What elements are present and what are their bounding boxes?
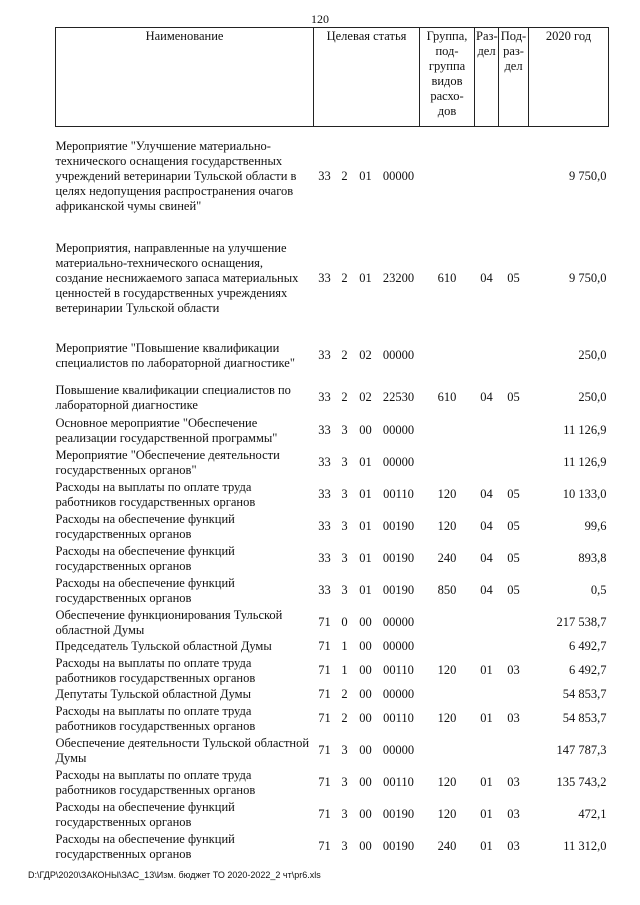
table-row xyxy=(56,735,609,767)
cell-section: 04 xyxy=(480,390,493,404)
table-row xyxy=(56,655,609,687)
cell-c4: 00000 xyxy=(382,423,415,437)
cell-c4: 00000 xyxy=(382,743,415,757)
table-row xyxy=(56,575,609,607)
cell-c1: 71 xyxy=(318,687,331,701)
cell-group: 120 xyxy=(437,711,457,725)
cell-subsection: 05 xyxy=(507,519,520,533)
cell-section: 04 xyxy=(480,519,493,533)
header-subsection: Под- раз- дел xyxy=(499,28,529,127)
cell-c3: 00 xyxy=(359,423,372,437)
table-row xyxy=(56,415,609,447)
cell-c1: 71 xyxy=(318,743,331,757)
cell-amount: 9 750,0 xyxy=(569,271,607,285)
cell-group xyxy=(420,331,475,381)
table-row xyxy=(56,703,609,735)
cell-section xyxy=(475,415,499,447)
header-group: Группа, под- группа видов расхо- дов xyxy=(420,28,475,127)
cell-section xyxy=(475,127,499,227)
cell-c1: 71 xyxy=(318,839,331,853)
cell-c4: 00110 xyxy=(383,711,414,725)
cell-amount: 9 750,0 xyxy=(569,169,607,184)
cell-amount: 99,6 xyxy=(584,519,607,533)
cell-group xyxy=(420,447,475,479)
cell-c2: 1 xyxy=(341,663,348,677)
cell-c3: 01 xyxy=(359,271,372,285)
cell-group xyxy=(420,127,475,227)
table-row xyxy=(56,381,609,415)
cell-c4: 00190 xyxy=(382,839,415,853)
cell-subsection: 05 xyxy=(507,583,520,597)
cell-c4: 00190 xyxy=(382,807,415,821)
cell-name: Расходы на обеспечение функций государственных органов xyxy=(55,543,235,573)
cell-amount: 217 538,7 xyxy=(556,615,607,629)
cell-group: 610 xyxy=(437,271,457,285)
cell-subsection: 03 xyxy=(507,775,520,789)
cell-name: Мероприятие "Повышение квалификации специалистов по лабораторной диагностике" xyxy=(55,340,295,370)
cell-c4: 00190 xyxy=(382,551,415,565)
cell-c2: 3 xyxy=(341,743,348,757)
table-row xyxy=(56,639,609,655)
cell-c3: 00 xyxy=(359,807,372,821)
cell-amount: 250,0 xyxy=(578,348,607,362)
cell-name: Обеспечение функционирования Тульской областной Думы xyxy=(55,607,283,637)
cell-amount: 10 133,0 xyxy=(562,487,607,501)
cell-amount: 6 492,7 xyxy=(569,639,607,653)
cell-amount: 11 126,9 xyxy=(563,423,607,437)
cell-group: 120 xyxy=(437,487,457,501)
cell-name: Расходы на обеспечение функций государственных органов xyxy=(55,799,235,829)
cell-c2: 3 xyxy=(341,775,348,789)
cell-section: 01 xyxy=(480,775,493,789)
cell-amount: 250,0 xyxy=(578,390,607,404)
cell-amount: 11 126,9 xyxy=(563,455,607,469)
cell-amount: 54 853,7 xyxy=(562,687,607,701)
cell-name: Обеспечение деятельности Тульской областной Думы xyxy=(55,735,310,765)
cell-amount: 893,8 xyxy=(578,551,607,565)
cell-group: 240 xyxy=(437,551,457,565)
cell-c3: 00 xyxy=(359,639,372,653)
cell-c2: 3 xyxy=(341,487,348,501)
cell-c4: 00000 xyxy=(382,687,415,701)
cell-section xyxy=(475,607,499,639)
cell-name: Расходы на выплаты по оплате труда работников государственных органов xyxy=(55,655,256,685)
cell-c2: 3 xyxy=(341,583,348,597)
cell-section xyxy=(475,447,499,479)
table-row xyxy=(56,831,609,863)
table-row xyxy=(56,227,609,331)
cell-c3: 01 xyxy=(359,169,372,184)
table-row xyxy=(56,127,609,227)
cell-section xyxy=(475,331,499,381)
cell-c2: 2 xyxy=(341,348,348,362)
cell-c1: 33 xyxy=(318,487,331,501)
cell-group: 120 xyxy=(437,775,457,789)
file-path-footer: D:\ГДР\2020\ЗАКОНЫ\ЗАС_13\Изм. бюджет ТО 2020-2022_2 чт\pr6.xls xyxy=(28,870,321,880)
cell-c3: 01 xyxy=(359,487,372,501)
cell-group: 120 xyxy=(437,807,457,821)
cell-c4: 00110 xyxy=(383,775,414,789)
cell-c2: 3 xyxy=(341,423,348,437)
cell-c3: 00 xyxy=(359,711,372,725)
cell-c3: 01 xyxy=(359,583,372,597)
cell-group xyxy=(420,687,475,703)
cell-c1: 71 xyxy=(318,639,331,653)
cell-name: Расходы на обеспечение функций государственных органов xyxy=(55,831,235,861)
cell-group: 240 xyxy=(437,839,457,853)
cell-c4: 00000 xyxy=(382,615,415,629)
cell-c2: 2 xyxy=(341,271,348,285)
table-row xyxy=(56,687,609,703)
cell-c1: 71 xyxy=(318,775,331,789)
cell-subsection xyxy=(499,331,529,381)
cell-c3: 02 xyxy=(359,348,372,362)
cell-subsection xyxy=(499,127,529,227)
table-row xyxy=(56,479,609,511)
header-row xyxy=(56,28,609,127)
cell-subsection: 05 xyxy=(507,551,520,565)
cell-c1: 33 xyxy=(318,169,331,184)
cell-group: 120 xyxy=(437,663,457,677)
cell-c2: 2 xyxy=(341,169,348,184)
table-row xyxy=(56,447,609,479)
cell-section: 01 xyxy=(480,711,493,725)
cell-c4: 00190 xyxy=(382,583,415,597)
cell-c4: 00110 xyxy=(383,487,414,501)
cell-c2: 3 xyxy=(341,519,348,533)
cell-section: 01 xyxy=(480,839,493,853)
cell-name: Мероприятия, направленные на улучшение материально-технического оснащения, создание неснижаемого запаса материальных ценностей в государственных учреждениях ветеринарии Тульской области xyxy=(55,241,299,315)
cell-c1: 33 xyxy=(318,423,331,437)
cell-c1: 33 xyxy=(318,348,331,362)
cell-c2: 3 xyxy=(341,839,348,853)
cell-group xyxy=(420,639,475,655)
header-name: Наименование xyxy=(56,28,314,127)
cell-c2: 3 xyxy=(341,807,348,821)
cell-section: 04 xyxy=(480,487,493,501)
cell-c1: 33 xyxy=(318,519,331,533)
cell-name: Мероприятие "Обеспечение деятельности государственных органов" xyxy=(55,447,280,477)
header-section: Раз- дел xyxy=(475,28,499,127)
cell-c3: 01 xyxy=(359,519,372,533)
budget-table xyxy=(55,27,609,863)
cell-group: 850 xyxy=(437,583,457,597)
cell-subsection xyxy=(499,415,529,447)
cell-c3: 00 xyxy=(359,839,372,853)
cell-c2: 2 xyxy=(341,390,348,404)
cell-c1: 33 xyxy=(318,390,331,404)
cell-section: 01 xyxy=(480,807,493,821)
cell-c1: 71 xyxy=(318,663,331,677)
cell-c2: 2 xyxy=(341,711,348,725)
cell-c1: 71 xyxy=(318,807,331,821)
cell-c2: 3 xyxy=(341,455,348,469)
cell-c4: 00000 xyxy=(382,169,415,184)
cell-amount: 54 853,7 xyxy=(562,711,607,725)
cell-c2: 3 xyxy=(341,551,348,565)
cell-name: Расходы на выплаты по оплате труда работников государственных органов xyxy=(55,767,256,797)
cell-name: Повышение квалификации специалистов по лабораторной диагностике xyxy=(55,382,291,412)
cell-name: Депутаты Тульской областной Думы xyxy=(55,687,251,701)
cell-c1: 33 xyxy=(318,583,331,597)
cell-name: Основное мероприятие "Обеспечение реализации государственной программы" xyxy=(55,415,278,445)
header-year: 2020 год xyxy=(529,28,609,127)
cell-group xyxy=(420,735,475,767)
cell-amount: 135 743,2 xyxy=(556,775,607,789)
cell-c1: 33 xyxy=(318,551,331,565)
cell-c1: 33 xyxy=(318,455,331,469)
cell-c3: 00 xyxy=(359,663,372,677)
cell-subsection xyxy=(499,687,529,703)
cell-c2: 1 xyxy=(341,639,348,653)
cell-section: 01 xyxy=(480,663,493,677)
cell-c4: 00000 xyxy=(382,348,415,362)
cell-name: Расходы на выплаты по оплате труда работников государственных органов xyxy=(55,479,256,509)
cell-name: Председатель Тульской областной Думы xyxy=(55,639,272,653)
cell-c3: 01 xyxy=(359,455,372,469)
cell-c2: 2 xyxy=(341,687,348,701)
cell-c1: 71 xyxy=(318,615,331,629)
cell-subsection: 05 xyxy=(507,390,520,404)
cell-section xyxy=(475,735,499,767)
cell-amount: 6 492,7 xyxy=(569,663,607,677)
cell-name: Расходы на выплаты по оплате труда работников государственных органов xyxy=(55,703,256,733)
cell-c3: 00 xyxy=(359,687,372,701)
cell-subsection xyxy=(499,639,529,655)
cell-amount: 0,5 xyxy=(590,583,607,597)
table-row xyxy=(56,607,609,639)
table-row xyxy=(56,543,609,575)
cell-section xyxy=(475,639,499,655)
cell-subsection: 05 xyxy=(507,487,520,501)
cell-subsection: 03 xyxy=(507,711,520,725)
cell-c1: 71 xyxy=(318,711,331,725)
cell-group: 120 xyxy=(437,519,457,533)
cell-subsection: 05 xyxy=(507,271,520,285)
cell-c3: 00 xyxy=(359,775,372,789)
cell-subsection xyxy=(499,735,529,767)
header-target: Целевая статья xyxy=(314,28,420,127)
cell-c4: 00110 xyxy=(383,663,414,677)
cell-c3: 02 xyxy=(359,390,372,404)
cell-subsection xyxy=(499,447,529,479)
cell-amount: 472,1 xyxy=(578,807,607,821)
table-row xyxy=(56,331,609,381)
cell-c4: 00190 xyxy=(382,519,415,533)
cell-section: 04 xyxy=(480,271,493,285)
cell-c4: 00000 xyxy=(382,455,415,469)
cell-c4: 00000 xyxy=(382,639,415,653)
cell-name: Расходы на обеспечение функций государственных органов xyxy=(55,575,235,605)
cell-amount: 11 312,0 xyxy=(563,839,607,853)
cell-section: 04 xyxy=(480,551,493,565)
cell-name: Расходы на обеспечение функций государственных органов xyxy=(55,511,235,541)
table-row xyxy=(56,799,609,831)
cell-c3: 00 xyxy=(359,615,372,629)
cell-group xyxy=(420,415,475,447)
cell-c3: 01 xyxy=(359,551,372,565)
cell-c4: 23200 xyxy=(382,271,415,285)
cell-c3: 00 xyxy=(359,743,372,757)
cell-c4: 22530 xyxy=(382,390,415,404)
cell-subsection xyxy=(499,607,529,639)
page-number: 120 xyxy=(311,12,329,26)
cell-c2: 0 xyxy=(341,615,348,629)
cell-name: Мероприятие "Улучшение материально-технического оснащения государственных учреждений ветеринарии Тульской области в целях недопущения распространения очагов африканской чумы свиней" xyxy=(55,139,297,214)
cell-c1: 33 xyxy=(318,271,331,285)
cell-subsection: 03 xyxy=(507,807,520,821)
cell-subsection: 03 xyxy=(507,663,520,677)
table-row xyxy=(56,767,609,799)
cell-group: 610 xyxy=(437,390,457,404)
table-row xyxy=(56,511,609,543)
cell-group xyxy=(420,607,475,639)
cell-section: 04 xyxy=(480,583,493,597)
cell-amount: 147 787,3 xyxy=(556,743,607,757)
cell-section xyxy=(475,687,499,703)
cell-subsection: 03 xyxy=(507,839,520,853)
